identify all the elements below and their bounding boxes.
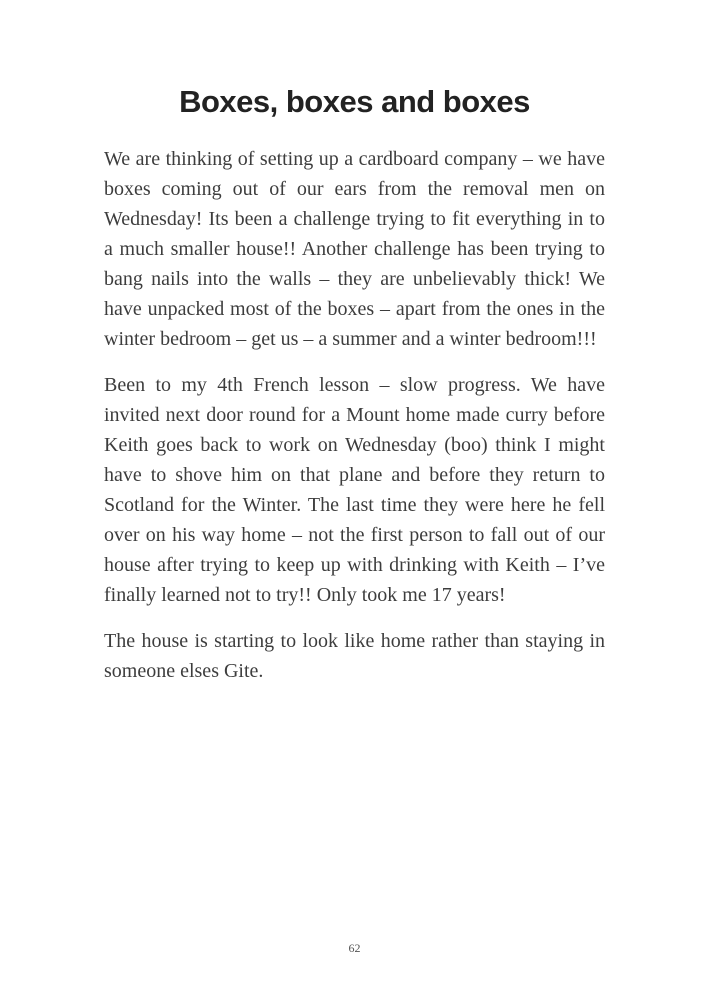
text-column: [104, 0, 605, 702]
page-title: Boxes, boxes and boxes: [179, 84, 530, 119]
page-number: 62: [348, 941, 361, 955]
paragraph: We are thinking of setting up a cardboard company – we have boxes coming out of our ears from the removal men on Wednesday! Its been a challenge trying to fit everything in to a much smaller house!! Another challenge has been trying to bang nails into the walls – they are unbelievably thick! We have unpacked most of the boxes – apart from the ones in the winter bedroom – get us – a summer and a winter bedroom!!!: [104, 148, 605, 350]
paragraph: Been to my 4th French lesson – slow progress. We have invited next door round for a Mount home made curry before Keith goes back to work on Wednesday (boo) think I might have to shove him on that plane and before they return to Scotland for the Winter. The last time they were here he fell over on his way home – not the first person to fall out of our house after trying to keep up with drinking with Keith – I’ve finally learned not to try!! Only took me 17 years!: [104, 374, 605, 606]
paragraph: The house is starting to look like home rather than staying in someone elses Gite.: [104, 630, 605, 682]
